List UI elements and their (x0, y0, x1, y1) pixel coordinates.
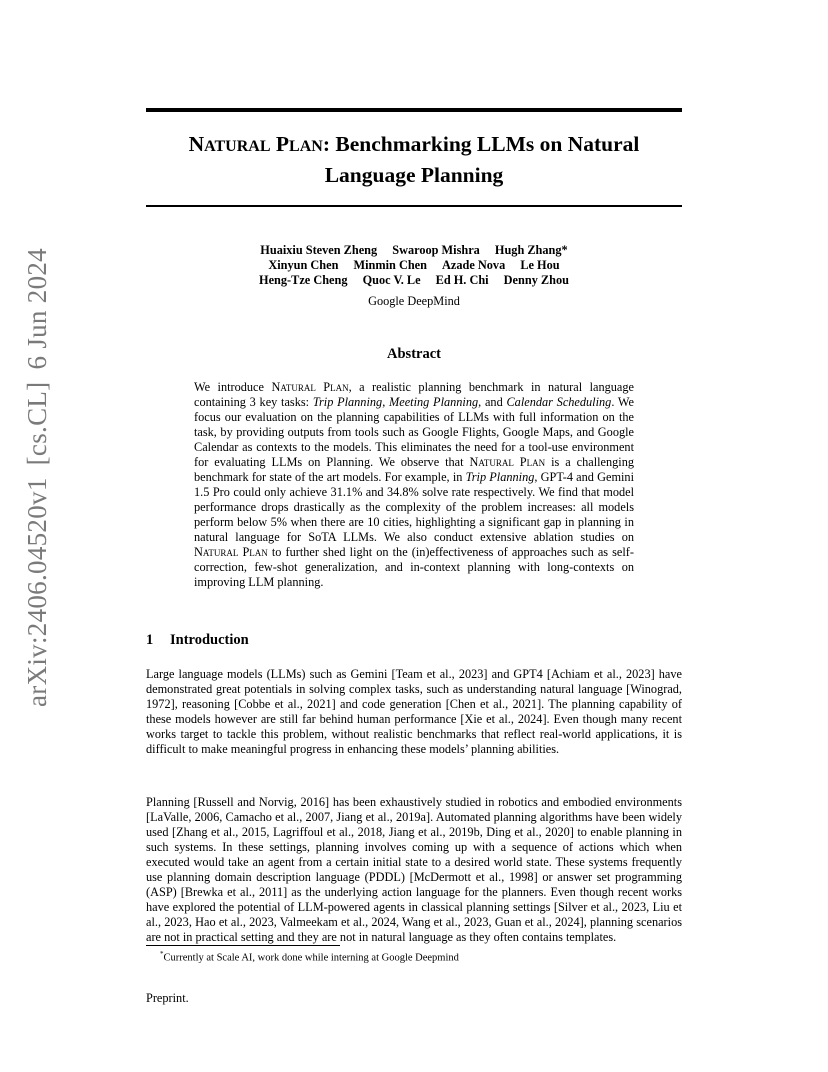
task-name: Trip Planning (465, 470, 535, 484)
author-name: Heng-Tze Cheng (259, 273, 348, 287)
arxiv-category: [cs.CL] (22, 381, 52, 466)
author-name: Denny Zhou (503, 273, 569, 287)
author-name: Le Hou (520, 258, 560, 272)
footnote-mark: * (160, 950, 164, 958)
author-block (146, 243, 682, 288)
author-line-3 (146, 273, 682, 288)
affiliation: Google DeepMind (368, 294, 460, 308)
title-bottom-rule (146, 205, 682, 207)
author-name: Quoc V. Le (362, 273, 421, 287)
author-name: Hugh Zhang* (494, 243, 568, 257)
title-lan: LAN (289, 138, 323, 155)
footnote-text: Currently at Scale AI, work done while interning at Google Deepmind (163, 952, 459, 964)
author-line-2 (146, 258, 682, 273)
title-line2: Language Planning (324, 163, 504, 187)
arxiv-sidebar-stamp (22, 248, 53, 707)
task-name: Meeting Planning (389, 395, 479, 409)
intro-paragraph-2: Planning [Russell and Norvig, 2016] has been exhaustively studied in robotics and embodied environments [LaValle, 2006, Camacho et al., 2007, Jiang et al., 2019a]. Automated planning algorithms have been widely used [Zhang et al., 2015, Lagriffoul et al., 2018, Jiang et al., 2019b, Ding et al., 2020] to enable planning in such systems. In these settings, planning involves coming up with a sequence of actions which when executed would take an agent from a certain initial state to a desired world state. These systems frequently use planning domain description language (PDDL) [McDermott et al., 1998] or answer set programming (ASP) [Brewka et al., 2011] as the underlying action language for the planners. Even though recent works have explored the potential of LLM-powered agents in classical planning settings [Silver et al., 2023, Liu et al., 2023, Hao et al., 2023, Valmeekam et al., 2024, Wang et al., 2023, Guan et al., 2024], planning scenarios are not in practical setting and they are not in natural language as they often contains templates. (146, 795, 682, 944)
abstract-heading: Abstract (387, 346, 441, 362)
preprint-label: Preprint. (146, 991, 189, 1005)
title-rest: : Benchmarking LLMs on Natural (322, 132, 640, 156)
author-name: Minmin Chen (353, 258, 427, 272)
author-name: Huaixiu Steven Zheng (260, 243, 378, 257)
author-line-1 (146, 243, 682, 258)
title-top-rule (146, 108, 682, 112)
author-name: Xinyun Chen (268, 258, 339, 272)
footnote (160, 950, 459, 964)
section-title: Introduction (170, 632, 249, 648)
benchmark-name: Natural Plan (271, 380, 349, 394)
title-atural: ATURAL (204, 138, 271, 155)
paper-title (146, 130, 682, 189)
task-name: Trip Planning (312, 395, 383, 409)
benchmark-name: Natural Plan (194, 545, 268, 559)
title-n: N (188, 132, 205, 156)
intro-paragraph-1: Large language models (LLMs) such as Gemini [Team et al., 2023] and GPT4 [Achiam et al., 2023] have demonstrated great potentials in solving complex tasks, such as understanding natural language [Winograd, 1972], reasoning [Cobbe et al., 2021] and code generation [Chen et al., 2021]. The planning capability of these models however are still far behind human performance [Xie et al., 2024]. Even though many recent works target to tackle this problem, without realistic benchmarks that reflect real-world applications, it is difficult to make meaningful progress in enhancing these models’ planning abilities. (146, 667, 682, 756)
section-number: 1 (146, 632, 154, 648)
arxiv-id: arXiv:2406.04520v1 (22, 477, 52, 707)
arxiv-date: 6 Jun 2024 (22, 248, 52, 370)
benchmark-name: Natural Plan (469, 455, 546, 469)
author-name: Ed H. Chi (435, 273, 489, 287)
author-name: Azade Nova (442, 258, 506, 272)
task-name: Calendar Scheduling (506, 395, 612, 409)
footnote-rule (146, 945, 340, 946)
title-p: P (275, 132, 290, 156)
author-name: Swaroop Mishra (392, 243, 480, 257)
abstract-body: We introduce Natural Plan, a realistic planning benchmark in natural language containing 3 key tasks: Trip Planning, Meeting Planning, and Calendar Scheduling. We focus our evaluation on the planning capabilities of LLMs with full information on the task, by providing outputs from tools such as Google Flights, Google Maps, and Google Calendar as contexts to the models. This eliminates the need for a tool-use environment for evaluating LLMs on Planning. We observe that Natural Plan is a challenging benchmark for state of the art models. For example, in Trip Planning, GPT-4 and Gemini 1.5 Pro could only achieve 31.1% and 34.8% solve rate respectively. We find that model performance drops drastically as the complexity of the problem increases: all models perform below 5% when there are 10 cities, highlighting a significant gap in planning in natural language for SoTA LLMs. We also conduct extensive ablation studies on Natural Plan to further shed light on the (in)effectiveness of approaches such as self-correction, few-shot generalization, and in-context planning with long-contexts on improving LLM planning. (194, 380, 635, 589)
section-heading (146, 632, 249, 649)
